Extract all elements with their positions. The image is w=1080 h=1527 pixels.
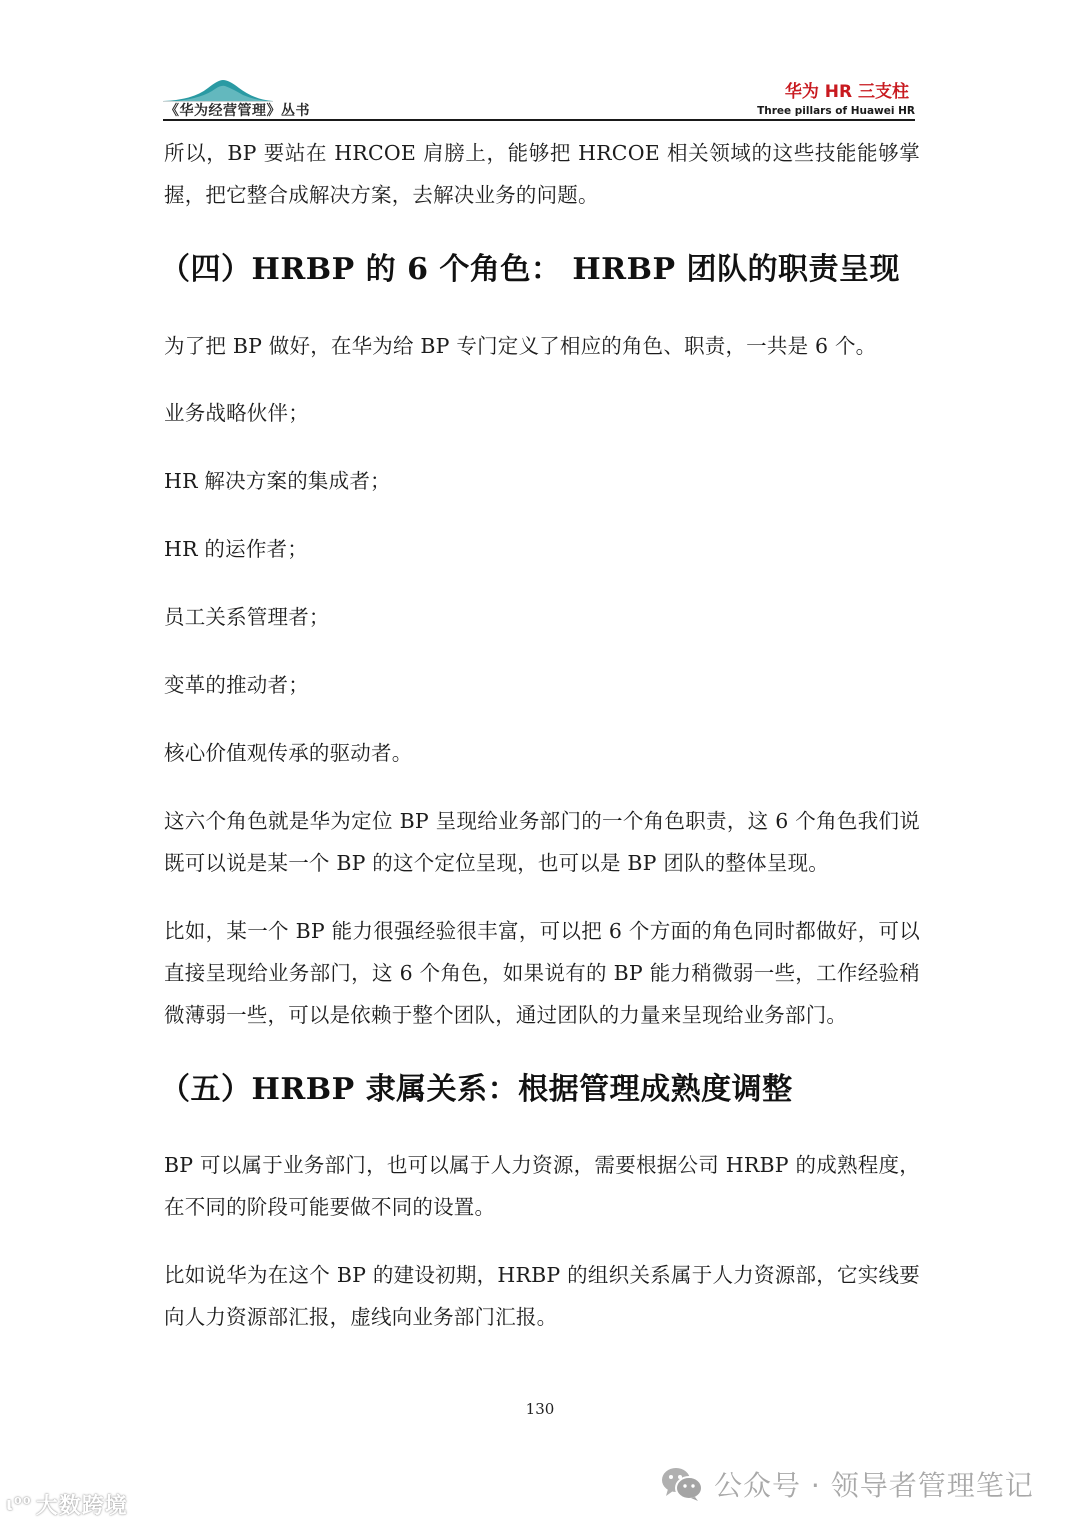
role-item: 核心价值观传承的驱动者。 bbox=[164, 741, 413, 765]
wechat-icon bbox=[660, 1466, 704, 1502]
wechat-account-text: 公众号 · 领导者管理笔记 bbox=[714, 1469, 1034, 1502]
page-header bbox=[163, 76, 915, 120]
brand-block bbox=[757, 82, 915, 118]
role-item: HR 解决方案的集成者； bbox=[164, 469, 391, 493]
page-number: 130 bbox=[525, 1400, 555, 1418]
role-item: HR 的运作者； bbox=[164, 537, 308, 561]
brand-title-cn: 华为 HR 三支柱 bbox=[784, 82, 909, 102]
brand-title-en: Three pillars of Huawei HR bbox=[757, 105, 915, 117]
corner-watermark bbox=[6, 1490, 128, 1518]
series-title: 《华为经营管理》丛书 bbox=[165, 103, 310, 119]
corner-watermark-text: 大数跨境 bbox=[35, 1493, 128, 1519]
role-item: 业务战略伙伴； bbox=[164, 401, 309, 425]
section4-paragraph-1: 这六个角色就是华为定位 BP 呈现给业务部门的一个角色职责，这 6 个角色我们说既可以说是某一个 BP 的这个定位呈现，也可以是 BP 团队的整体呈现。 bbox=[164, 809, 920, 875]
section4-lead: 为了把 BP 做好，在华为给 BP 专门定义了相应的角色、职责，一共是 6 个。 bbox=[164, 334, 877, 358]
role-item: 变革的推动者； bbox=[164, 673, 309, 697]
role-item: 员工关系管理者； bbox=[164, 605, 330, 629]
wechat-watermark bbox=[660, 1462, 1034, 1506]
mountain-logo-icon bbox=[163, 76, 273, 102]
corner-logo-icon: ι⁰⁰ bbox=[6, 1493, 32, 1515]
section5-paragraph-2: 比如说华为在这个 BP 的建设初期，HRBP 的组织关系属于人力资源部，它实线要向人力资源部汇报，虚线向业务部门汇报。 bbox=[164, 1263, 920, 1329]
section5-paragraph-1: BP 可以属于业务部门，也可以属于人力资源，需要根据公司 HRBP 的成熟程度，在不同的阶段可能要做不同的设置。 bbox=[164, 1153, 920, 1219]
section-heading-4: （四）HRBP 的 6 个角色： HRBP 团队的职责呈现 bbox=[160, 252, 900, 287]
header-divider bbox=[163, 119, 915, 121]
section4-paragraph-2: 比如，某一个 BP 能力很强经验很丰富，可以把 6 个方面的角色同时都做好，可以直接呈现给业务部门，这 6 个角色，如果说有的 BP 能力稍微弱一些，工作经验稍微薄弱一些，可以是依赖于整个团队，通过团队的力量来呈现给业务部门。 bbox=[164, 919, 920, 1027]
intro-paragraph: 所以，BP 要站在 HRCOE 肩膀上，能够把 HRCOE 相关领域的这些技能能够掌握，把它整合成解决方案，去解决业务的问题。 bbox=[164, 141, 920, 207]
section-heading-5: （五）HRBP 隶属关系：根据管理成熟度调整 bbox=[160, 1072, 793, 1107]
